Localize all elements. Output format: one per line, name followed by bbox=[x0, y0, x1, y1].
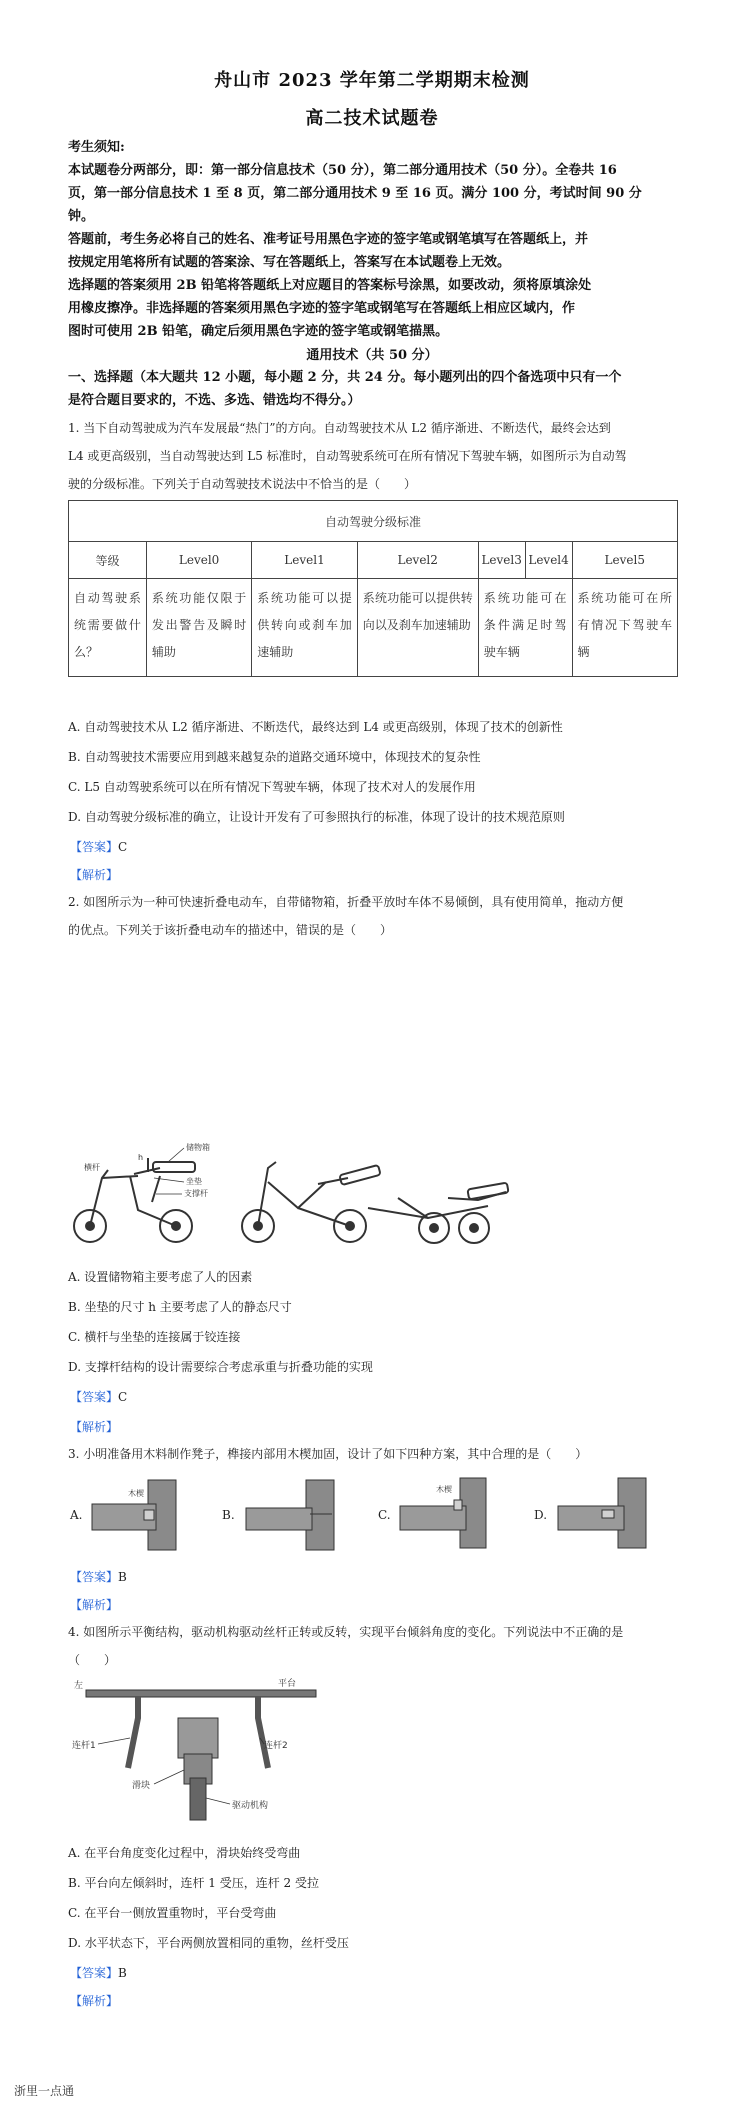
folding-scooter-figure bbox=[68, 1138, 588, 1248]
question-line: 的优点。下列关于该折叠电动车的描述中，错误的是（ ） bbox=[68, 923, 393, 937]
question-1-stem bbox=[68, 414, 688, 498]
notice-block bbox=[68, 136, 688, 343]
table-cell: 系统功能可以提供转向或刹车加速辅助 bbox=[252, 579, 357, 677]
q1-answer bbox=[70, 838, 127, 855]
table-cell: 系统功能可在所有情况下驾驶车辆 bbox=[572, 579, 677, 677]
table-header-cell: Level2 bbox=[357, 542, 478, 579]
label-left: 左 bbox=[74, 1681, 84, 1691]
answer-value: C bbox=[118, 840, 128, 854]
section-heading-line: 一、选择题（本大题共 12 小题，每小题 2 分，共 24 分。每小题列出的四个备选项中只有一个 bbox=[68, 370, 622, 385]
question-line: （ ） bbox=[68, 1653, 117, 1667]
table-header-cell: 等级 bbox=[69, 542, 147, 579]
q4-option-d[interactable]: D. 水平状态下，平台两侧放置相同的重物，丝杆受压 bbox=[68, 1936, 349, 1950]
q4-option-b[interactable]: B. 平台向左倾斜时，连杆 1 受压，连杆 2 受拉 bbox=[68, 1876, 319, 1890]
section-heading bbox=[68, 366, 688, 412]
answer-tag: 【答案】 bbox=[70, 1570, 119, 1584]
q2-option-a[interactable]: A. 设置储物箱主要考虑了人的因素 bbox=[68, 1270, 253, 1284]
table-caption: 自动驾驶分级标准 bbox=[69, 501, 678, 542]
q3-option-b[interactable]: B. bbox=[222, 1508, 235, 1522]
q3-analysis[interactable]: 【解析】 bbox=[70, 1598, 119, 1612]
notice-line: 用橡皮擦净。非选择题的答案须用黑色字迹的签字笔或钢笔写在答题纸上相应区域内，作 bbox=[68, 301, 576, 316]
exam-subtitle: 高二技术试题卷 bbox=[305, 108, 439, 129]
table-row-head: 自动驾驶系统需要做什么？ bbox=[69, 579, 147, 677]
question-line: 驶的分级标准。下列关于自动驾驶技术说法中不恰当的是（ ） bbox=[68, 477, 417, 491]
table-cell: 系统功能可在条件满足时驾驶车辆 bbox=[478, 579, 572, 677]
q3-answer bbox=[70, 1568, 127, 1585]
q1-option-b[interactable]: B. 自动驾驶技术需要应用到越来越复杂的道路交通环境中，体现技术的复杂性 bbox=[68, 750, 481, 764]
notice-line: 按规定用笔将所有试题的答案涂、写在答题纸上，答案写在本试题卷上无效。 bbox=[68, 255, 511, 270]
q4-option-c[interactable]: C. 在平台一侧放置重物时，平台受弯曲 bbox=[68, 1906, 277, 1920]
question-line: 2. 如图所示为一种可快速折叠电动车，自带储物箱，折叠平放时车体不易倾倒，具有使用简单，拖动方便 bbox=[68, 895, 624, 909]
footer-watermark: 浙里一点通 bbox=[14, 2084, 75, 2098]
section-title: 通用技术（共 50 分） bbox=[306, 348, 438, 363]
label-rod2: 连杆2 bbox=[264, 1741, 288, 1751]
answer-tag: 【答案】 bbox=[70, 840, 119, 854]
label-slider: 滑块 bbox=[132, 1781, 151, 1791]
tenon-joint-d-figure bbox=[552, 1474, 672, 1554]
notice-line: 图时可使用 2B 铅笔，确定后须用黑色字迹的签字笔或钢笔描黑。 bbox=[68, 324, 449, 339]
wedge-label: 木楔 bbox=[436, 1485, 452, 1494]
table-cell: 系统功能仅限于发出警告及瞬时辅助 bbox=[146, 579, 251, 677]
wedge-label: 木楔 bbox=[128, 1489, 144, 1498]
q2-analysis[interactable]: 【解析】 bbox=[70, 1420, 119, 1434]
q1-option-a[interactable]: A. 自动驾驶技术从 L2 循序渐进、不断迭代，最终达到 L4 或更高级别，体现了技术的创新性 bbox=[68, 720, 563, 734]
answer-tag: 【答案】 bbox=[70, 1390, 119, 1404]
label-seat: 坐垫 bbox=[186, 1177, 202, 1186]
question-2-stem bbox=[68, 888, 688, 944]
table-header-cell: Level0 bbox=[146, 542, 251, 579]
table-header-cell: Level5 bbox=[572, 542, 677, 579]
tenon-joint-c-figure bbox=[396, 1474, 516, 1554]
q1-analysis[interactable]: 【解析】 bbox=[70, 868, 119, 882]
section-heading-line: 是符合题目要求的，不选、多选、错选均不得分。） bbox=[68, 393, 361, 408]
label-platform: 平台 bbox=[278, 1679, 297, 1689]
label-h: h bbox=[138, 1153, 144, 1162]
q3-option-c[interactable]: C. bbox=[378, 1508, 391, 1522]
table-header-cell: Level4 bbox=[525, 542, 572, 579]
answer-value: C bbox=[118, 1390, 128, 1404]
q4-option-a[interactable]: A. 在平台角度变化过程中，滑块始终受弯曲 bbox=[68, 1846, 301, 1860]
q2-answer bbox=[70, 1388, 127, 1405]
question-line: L4 或更高级别，当自动驾驶达到 L5 标准时，自动驾驶系统可在所有情况下驾驶车辆，如图所示为自动驾 bbox=[68, 449, 627, 463]
notice-heading: 考生须知: bbox=[68, 140, 125, 155]
question-line: 4. 如图所示平衡结构，驱动机构驱动丝杆正转或反转，实现平台倾斜角度的变化。下列说法中不正确的是 bbox=[68, 1625, 624, 1639]
q2-option-b[interactable]: B. 坐垫的尺寸 h 主要考虑了人的静态尺寸 bbox=[68, 1300, 292, 1314]
notice-line: 选择题的答案须用 2B 铅笔将答题纸上对应题目的答案标号涂黑，如要改动，须将原填涂处 bbox=[68, 278, 592, 293]
table-header-cell: Level3 bbox=[478, 542, 525, 579]
answer-value: B bbox=[118, 1570, 127, 1584]
question-line: 1. 当下自动驾驶成为汽车发展最“热门”的方向。自动驾驶技术从 L2 循序渐进、不断迭代，最终会达到 bbox=[68, 421, 611, 435]
question-3-stem: 3. 小明准备用木料制作凳子，榫接内部用木楔加固，设计了如下四种方案，其中合理的是（ ） bbox=[68, 1447, 588, 1461]
balance-structure-figure bbox=[68, 1678, 328, 1828]
notice-line: 钟。 bbox=[68, 209, 95, 224]
q2-option-c[interactable]: C. 横杆与坐垫的连接属于铰连接 bbox=[68, 1330, 241, 1344]
label-storage: 储物箱 bbox=[186, 1143, 210, 1152]
table-header-cell: Level1 bbox=[252, 542, 357, 579]
tenon-joint-b-figure bbox=[240, 1474, 360, 1554]
label-support: 支撑杆 bbox=[184, 1189, 208, 1198]
q1-option-d[interactable]: D. 自动驾驶分级标准的确立，让设计开发有了可参照执行的标准，体现了设计的技术规范原则 bbox=[68, 810, 565, 824]
q3-option-d[interactable]: D. bbox=[534, 1508, 548, 1522]
question-4-stem bbox=[68, 1618, 688, 1674]
q4-analysis[interactable]: 【解析】 bbox=[70, 1994, 119, 2008]
exam-title: 舟山市 2023 学年第二学期期末检测 bbox=[214, 70, 530, 91]
q4-answer bbox=[70, 1964, 127, 1981]
notice-line: 答题前，考生务必将自己的姓名、准考证号用黑色字迹的签字笔或钢笔填写在答题纸上，并 bbox=[68, 232, 589, 247]
notice-line: 页，第一部分信息技术 1 至 8 页，第二部分通用技术 9 至 16 页。满分 100 分，考试时间 90 分 bbox=[68, 186, 642, 201]
q2-option-d[interactable]: D. 支撑杆结构的设计需要综合考虑承重与折叠功能的实现 bbox=[68, 1360, 373, 1374]
q1-option-c[interactable]: C. L5 自动驾驶系统可以在所有情况下驾驶车辆，体现了技术对人的发展作用 bbox=[68, 780, 476, 794]
notice-line: 本试题卷分两部分，即：第一部分信息技术（50 分），第二部分通用技术（50 分）。全卷共 16 bbox=[68, 163, 617, 178]
label-drive: 驱动机构 bbox=[232, 1801, 269, 1811]
answer-value: B bbox=[118, 1966, 127, 1980]
tenon-joint-a-figure bbox=[88, 1474, 208, 1554]
table-cell: 系统功能可以提供转向以及刹车加速辅助 bbox=[357, 579, 478, 677]
autonomy-level-table bbox=[68, 500, 678, 677]
q3-option-a[interactable]: A. bbox=[70, 1508, 83, 1522]
answer-tag: 【答案】 bbox=[70, 1966, 119, 1980]
label-rod1: 连杆1 bbox=[72, 1741, 96, 1751]
label-bar: 横杆 bbox=[84, 1163, 100, 1172]
